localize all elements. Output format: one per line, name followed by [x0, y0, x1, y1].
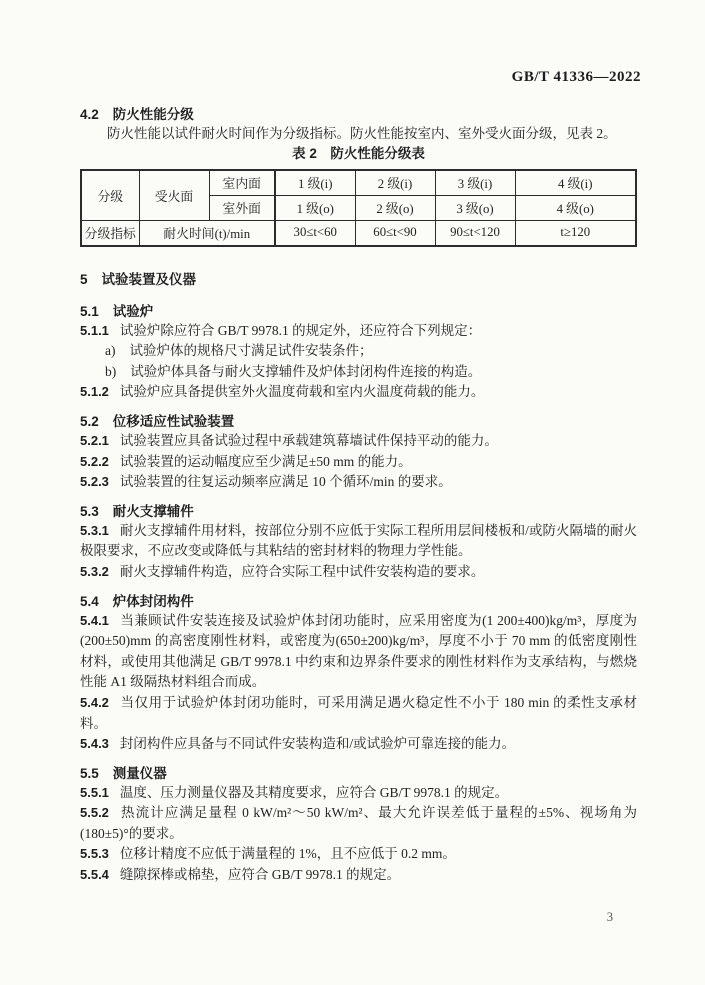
clause-number: 5.3.1	[80, 522, 109, 538]
table-row	[81, 220, 636, 246]
section-4-2-number: 4.2	[80, 107, 99, 122]
cell-indoor-grade-1: 1 级(i)	[275, 170, 355, 196]
clause-number: 5.1.1	[80, 322, 109, 338]
clause-text: 当兼顾试件安装连接及试验炉体封闭功能时，应采用密度为(1 200±400)kg/m³，厚度为(200±50)mm 的高密度刚性材料，或密度为(650±200)kg/m³，厚度不小于 70 mm 的低密度刚性材料，或使用其他满足 GB/T 9978.1 中约束和边界条件要求的刚性材料作为支承结构，与燃烧性能 A1 级隔热材料组合而成。	[80, 612, 637, 690]
clause-5-4-3	[80, 734, 637, 755]
section-5-4-number: 5.4	[80, 593, 99, 609]
clause-text: 温度、压力测量仪器及其精度要求，应符合 GB/T 9978.1 的规定。	[119, 784, 509, 800]
section-5-number: 5	[80, 271, 88, 287]
cell-indoor-grade-2: 2 级(i)	[355, 170, 435, 196]
section-5-5-title: 测量仪器	[112, 765, 167, 781]
clause-number: 5.4.3	[80, 736, 109, 752]
standard-code: GB/T 41336—2022	[511, 69, 641, 85]
clause-text: 位移计精度不应低于满量程的 1%，且不应低于 0.2 mm。	[119, 846, 456, 862]
section-5-4-heading	[80, 593, 637, 611]
clause-number: 5.2.1	[80, 432, 109, 448]
section-5-5-heading	[80, 765, 637, 783]
section-4-2-heading	[80, 106, 637, 124]
clause-5-2-3	[80, 472, 637, 493]
clause-number: 5.1.2	[80, 384, 109, 400]
clause-text: 热流计应满足量程 0 kW/m²～50 kW/m²、最大允许误差低于量程的±5%、视场角为(180±5)°的要求。	[80, 805, 637, 841]
cell-outdoor-grade-2: 2 级(o)	[355, 195, 435, 220]
clause-number: 5.4.2	[80, 694, 109, 710]
clause-text: 当仅用于试验炉体封闭功能时，可采用满足遇火稳定性不小于 180 min 的柔性支承材料。	[80, 694, 637, 731]
clause-5-2-2	[80, 452, 637, 473]
list-item-a	[80, 341, 637, 362]
cell-classification-label: 分级	[81, 170, 139, 221]
cell-indoor-grade-4: 4 级(i)	[515, 170, 636, 196]
cell-outdoor-grade-4: 4 级(o)	[515, 195, 636, 220]
clause-number: 5.2.2	[80, 453, 109, 469]
list-item-b	[80, 362, 637, 383]
cell-outdoor-face-label: 室外面	[209, 195, 275, 220]
clause-text: 试验装置的往复运动频率应满足 10 个循环/min 的要求。	[119, 474, 452, 490]
clause-5-1-1	[80, 321, 637, 342]
clause-5-5-1	[80, 783, 637, 804]
clause-5-3-2	[80, 562, 637, 583]
cell-indoor-face-label: 室内面	[209, 170, 275, 196]
clause-5-4-1	[80, 611, 637, 693]
list-text: 试验炉体具备与耐火支撑辅件及炉体封闭构件连接的构造。	[130, 363, 482, 379]
clause-text: 试验装置的运动幅度应至少满足±50 mm 的能力。	[119, 453, 412, 469]
cell-indoor-grade-3: 3 级(i)	[435, 170, 515, 196]
clause-number: 5.5.3	[80, 846, 109, 862]
cell-outdoor-grade-1: 1 级(o)	[275, 195, 355, 220]
section-5-2-title: 位移适应性试验装置	[112, 413, 235, 429]
cell-exposed-face-label: 受火面	[139, 170, 209, 221]
clause-number: 5.5.4	[80, 867, 109, 883]
cell-criteria-2: 60≤t<90	[355, 220, 435, 246]
clause-number: 5.3.2	[80, 563, 109, 579]
section-5-4-title: 炉体封闭构件	[112, 593, 194, 609]
clause-5-2-1	[80, 431, 637, 452]
clause-text: 缝隙探棒或棉垫，应符合 GB/T 9978.1 的规定。	[119, 867, 401, 883]
clause-5-5-3	[80, 844, 637, 865]
list-label: b)	[105, 363, 117, 379]
clause-5-1-2	[80, 382, 637, 403]
section-4-2-title: 防火性能分级	[112, 107, 194, 122]
table-row	[81, 170, 636, 196]
section-5-heading	[80, 271, 637, 289]
section-5-title: 试验装置及仪器	[101, 271, 197, 287]
clause-5-5-2	[80, 803, 637, 844]
cell-criteria-label: 分级指标	[81, 220, 139, 246]
section-5-3-heading	[80, 503, 637, 521]
section-5-5-number: 5.5	[80, 765, 99, 781]
clause-text: 耐火支撑辅件构造，应符合实际工程中试件安装构造的要求。	[119, 563, 485, 579]
section-5-2-heading	[80, 413, 637, 431]
table-2-fire-performance-classification	[80, 169, 637, 247]
clause-text: 试验炉应具备提供室外火温度荷载和室内火温度荷载的能力。	[119, 384, 485, 400]
list-text: 试验炉体的规格尺寸满足试件安装条件；	[129, 343, 373, 359]
section-5-1-heading	[80, 303, 637, 321]
section-5-1-title: 试验炉	[112, 303, 154, 319]
clause-number: 5.5.2	[80, 805, 109, 821]
section-5-2-number: 5.2	[80, 413, 99, 429]
clause-5-4-2	[80, 693, 637, 734]
clause-number: 5.2.3	[80, 474, 109, 490]
page-content	[80, 106, 637, 886]
cell-fire-time-label: 耐火时间(t)/min	[139, 220, 275, 246]
clause-5-5-4	[80, 865, 637, 886]
clause-text: 封闭构件应具备与不同试件安装构造和/或试验炉可靠连接的能力。	[119, 736, 516, 752]
list-label: a)	[105, 343, 116, 359]
section-5-3-title: 耐火支撑辅件	[112, 503, 194, 519]
section-5-1-number: 5.1	[80, 303, 99, 319]
clause-number: 5.4.1	[80, 612, 109, 628]
clause-number: 5.5.1	[80, 784, 109, 800]
clause-text: 试验装置应具备试验过程中承载建筑幕墙试件保持平动的能力。	[119, 432, 498, 448]
cell-criteria-3: 90≤t<120	[435, 220, 515, 246]
page-number: 3	[606, 910, 613, 924]
clause-text: 耐火支撑辅件用材料，按部位分别不应低于实际工程所用层间楼板和/或防火隔墙的耐火极限要求，不应改变或降低与其粘结的密封材料的物理力学性能。	[80, 522, 637, 559]
clause-5-3-1	[80, 521, 637, 562]
cell-criteria-4: t≥120	[515, 220, 636, 246]
clause-text: 试验炉除应符合 GB/T 9978.1 的规定外，还应符合下列规定：	[119, 322, 482, 338]
cell-outdoor-grade-3: 3 级(o)	[435, 195, 515, 220]
section-5-3-number: 5.3	[80, 503, 99, 519]
cell-criteria-1: 30≤t<60	[275, 220, 355, 246]
section-4-2-paragraph: 防火性能以试件耐火时间作为分级指标。防火性能按室内、室外受火面分级，见表 2。	[107, 126, 617, 141]
table-2-title: 表 2 防火性能分级表	[292, 145, 425, 161]
